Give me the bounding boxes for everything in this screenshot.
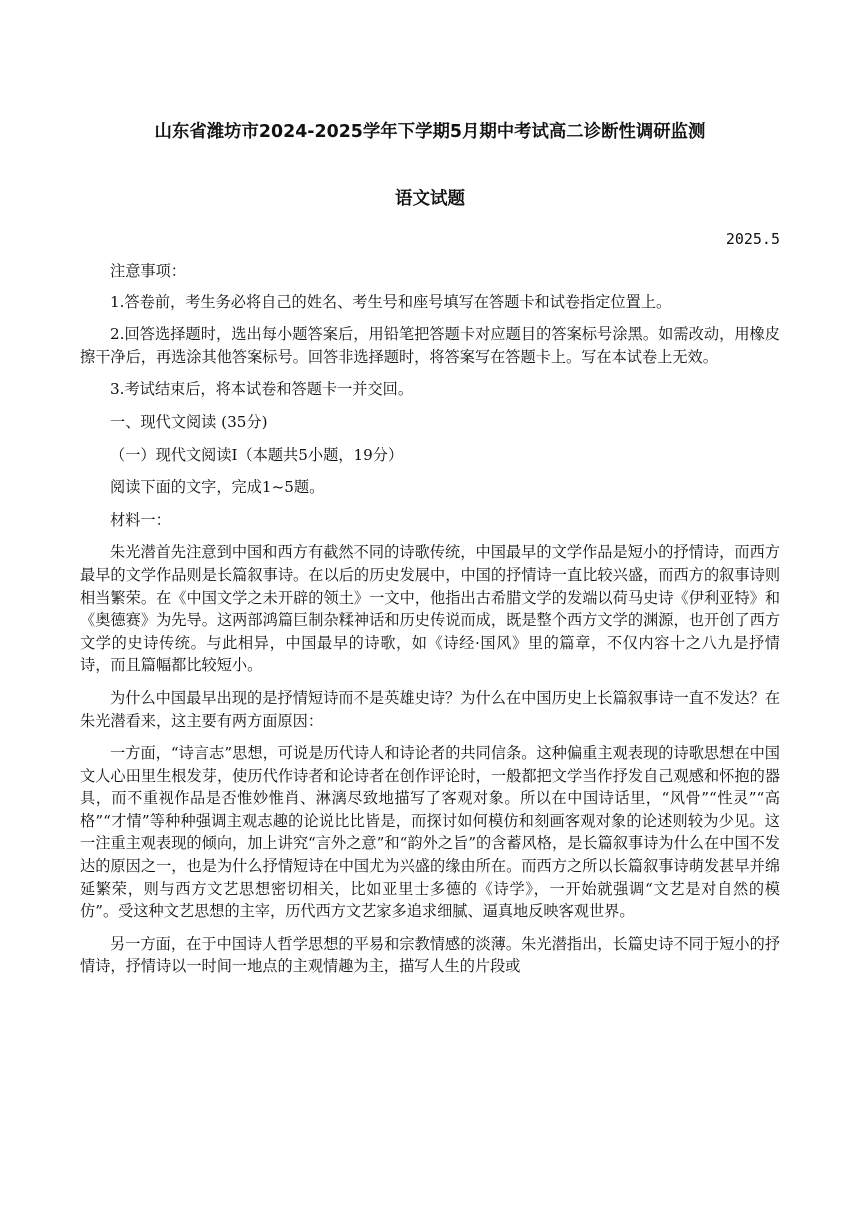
body-paragraph: 一方面，“诗言志”思想，可说是历代诗人和诗论者的共同信条。这种偏重主观表现的诗歌思想在中国文人心田里生根发芽，使历代作诗者和论诗者在创作评论时，一般都把文学当作抒发自己观感和怀抱的器具，而不重视作品是否惟妙惟肖、淋漓尽致地描写了客观对象。所以在中国诗话里，“风骨”“性灵”“高格”“才情”等种种强调主观志趣的论说比比皆是，而探讨如何模仿和刻画客观对象的论述则较为少见。这一注重主观表现的倾向，加上讲究“言外之意”和“韵外之旨”的含蓄风格，是长篇叙事诗为什么在中国不发达的原因之一，也是为什么抒情短诗在中国尤为兴盛的缘由所在。而西方之所以长篇叙事诗萌发甚早并绵延繁荣，则与西方文艺思想密切相关，比如亚里士多德的《诗学》，一开始就强调“文艺是对自然的模仿”。受这种文艺思想的主宰，历代西方文艺家多追求细腻、逼真地反映客观世界。 <box>80 744 780 921</box>
notice-heading: 注意事项： <box>110 262 186 280</box>
reading-instruction: 阅读下面的文字，完成1~5题。 <box>110 478 325 497</box>
material-label: 材料一： <box>110 510 171 529</box>
exam-date: 2025.5 <box>725 230 780 248</box>
document-body <box>80 260 780 988</box>
body-paragraph: 朱光潜首先注意到中国和西方有截然不同的诗歌传统，中国最早的文学作品是短小的抒情诗，而西方最早的文学作品则是长篇叙事诗。在以后的历史发展中，中国的抒情诗一直比较兴盛，而西方的叙事诗则相当繁荣。在《中国文学之未开辟的领土》一文中，他指出古希腊文学的发端以荷马史诗《伊利亚特》和《奥德赛》为先导。这两部鸿篇巨制杂糅神话和历史传说而成，既是整个西方文学的渊源，也开创了西方文学的史诗传统。与此相异，中国最早的诗歌，如《诗经·国风》里的篇章，不仅内容十之八九是抒情诗，而且篇幅都比较短小。 <box>80 543 780 675</box>
document-subtitle: 语文试题 <box>395 189 465 209</box>
body-paragraph: 为什么中国最早出现的是抒情短诗而不是英雄史诗？为什么在中国历史上长篇叙事诗一直不发达？在朱光潜看来，这主要有两方面原因： <box>80 688 780 730</box>
body-paragraph: 另一方面，在于中国诗人哲学思想的平易和宗教情感的淡薄。朱光潜指出，长篇史诗不同于短小的抒情诗，抒情诗以一时间一地点的主观情趣为主，描写人生的片段或 <box>80 934 780 976</box>
section-heading: 一、现代文阅读 (35分) <box>110 412 268 431</box>
subsection-heading: （一）现代文阅读Ⅰ（本题共5小题，19分） <box>110 445 404 464</box>
notice-item: 1.答卷前，考生务必将自己的姓名、考生号和座号填写在答题卡和试卷指定位置上。 <box>110 292 672 311</box>
notice-item: 2.回答选择题时，选出每小题答案后，用铅笔把答题卡对应题目的答案标号涂黑。如需改动，用橡皮擦干净后，再选涂其他答案标号。回答非选择题时，将答案写在答题卡上。写在本试卷上无效。 <box>80 325 780 366</box>
document-title: 山东省潍坊市2024-2025学年下学期5月期中考试高二诊断性调研监测 <box>154 122 706 142</box>
notice-item: 3.考试结束后，将本试卷和答题卡一并交回。 <box>110 380 414 399</box>
